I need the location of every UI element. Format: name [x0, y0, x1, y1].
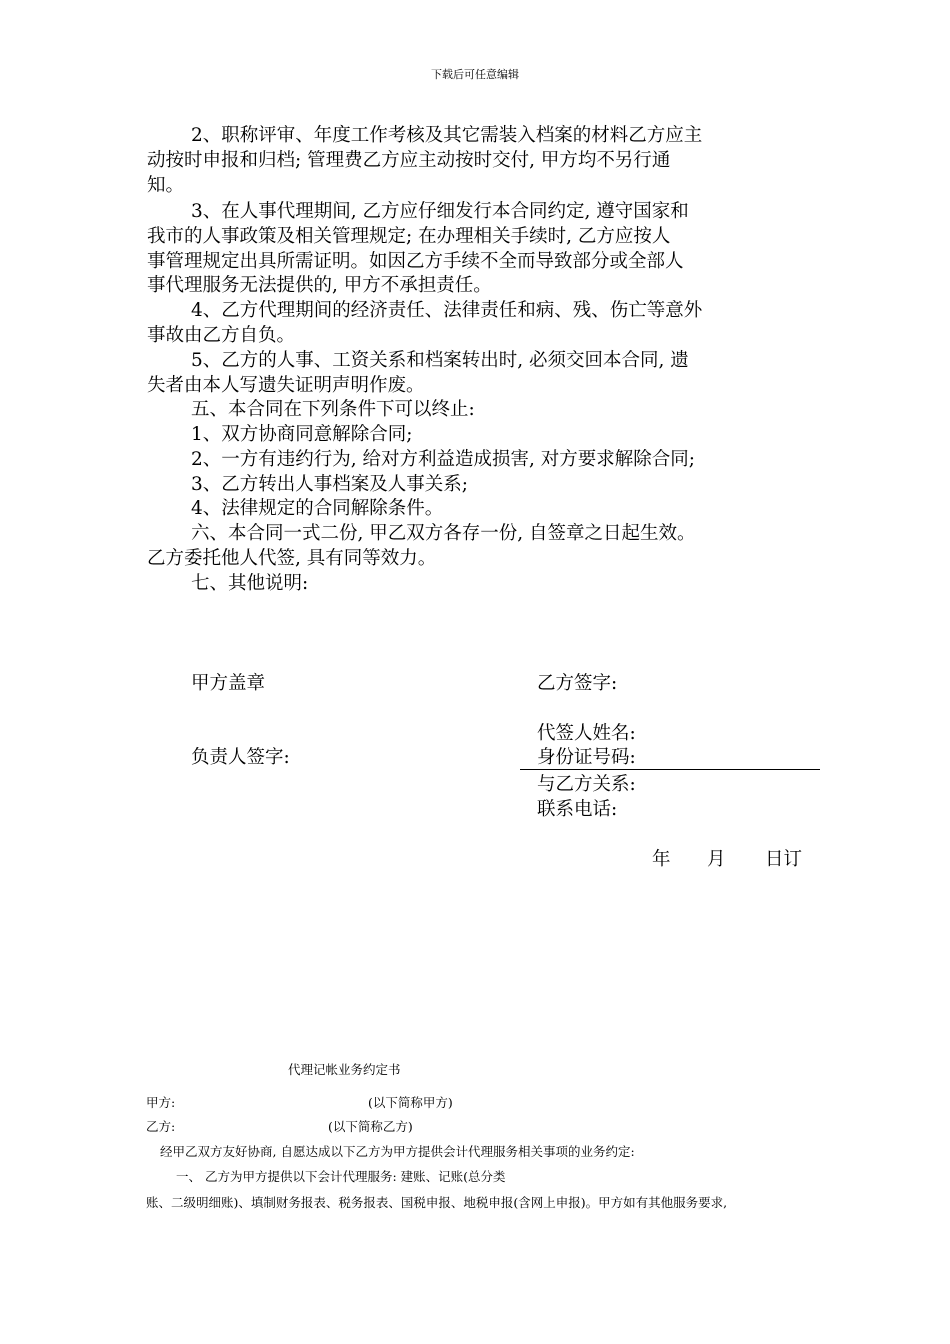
contract-line: 我市的人事政策及相关管理规定; 在办理相关手续时, 乙方应按人	[147, 226, 671, 247]
contract-line: 事故由乙方自负。	[147, 325, 296, 346]
party-a-seal-label: 甲方盖章	[191, 673, 266, 694]
contract-line: 4、乙方代理期间的经济责任、法律责任和病、残、伤亡等意外	[191, 300, 703, 321]
contract-line: 失者由本人写遗失证明声明作废。	[147, 375, 425, 396]
contract-line: 事代理服务无法提供的, 甲方不承担责任。	[147, 275, 492, 296]
contract-line: 2、职称评审、年度工作考核及其它需装入档案的材料乙方应主	[191, 125, 703, 146]
contract-line: 1、双方协商同意解除合同;	[191, 424, 413, 445]
agreement-title: 代理记帐业务约定书	[288, 1062, 401, 1077]
phone-label: 联系电话:	[537, 799, 618, 820]
party-b-sign-label: 乙方签字:	[537, 673, 618, 694]
contract-line: 五、本合同在下列条件下可以终止:	[191, 399, 475, 420]
date-year: 年	[652, 849, 671, 870]
contract-line: 乙方委托他人代签, 具有同等效力。	[147, 548, 437, 569]
contract-line: 4、法律规定的合同解除条件。	[191, 498, 444, 519]
agreement-item1-line1: 一、 乙方为甲方提供以下会计代理服务: 建账、记账(总分类	[176, 1169, 506, 1184]
contract-line: 3、在人事代理期间, 乙方应仔细发行本合同约定, 遵守国家和	[191, 201, 689, 222]
contract-line: 动按时申报和归档; 管理费乙方应主动按时交付, 甲方均不另行通	[147, 150, 671, 171]
contract-line: 六、本合同一式二份, 甲乙双方各存一份, 自签章之日起生效。	[191, 523, 696, 544]
contract-line: 事管理规定出具所需证明。如因乙方手续不全而导致部分或全部人	[147, 251, 684, 272]
responsible-sign-label: 负责人签字:	[191, 747, 290, 768]
date-month: 月	[707, 849, 726, 870]
header-note: 下载后可任意编辑	[431, 68, 519, 81]
contract-line: 2、一方有违约行为, 给对方利益造成损害, 对方要求解除合同;	[191, 449, 696, 470]
relation-label: 与乙方关系:	[537, 774, 636, 795]
party-a-note: (以下简称甲方)	[368, 1095, 453, 1110]
id-number-label: 身份证号码:	[537, 747, 636, 768]
contract-line: 七、其他说明:	[191, 573, 309, 594]
date-day: 日订	[765, 849, 803, 870]
party-b-field: 乙方:	[146, 1119, 176, 1134]
signature-underline	[520, 769, 820, 770]
contract-line: 3、乙方转出人事档案及人事关系;	[191, 474, 469, 495]
contract-line: 知。	[147, 175, 185, 196]
contract-line: 5、乙方的人事、工资关系和档案转出时, 必须交回本合同, 遗	[191, 350, 689, 371]
agreement-intro: 经甲乙双方友好协商, 自愿达成以下乙方为甲方提供会计代理服务相关事项的业务约定:	[160, 1144, 635, 1159]
agreement-item1-line2: 账、二级明细账)、填制财务报表、税务报表、国税申报、地税申报(含网上申报)。甲方如有其他服务要求,	[146, 1195, 728, 1210]
party-b-note: (以下简称乙方)	[328, 1119, 413, 1134]
party-a-field: 甲方:	[146, 1095, 176, 1110]
proxy-name-label: 代签人姓名:	[537, 723, 636, 744]
